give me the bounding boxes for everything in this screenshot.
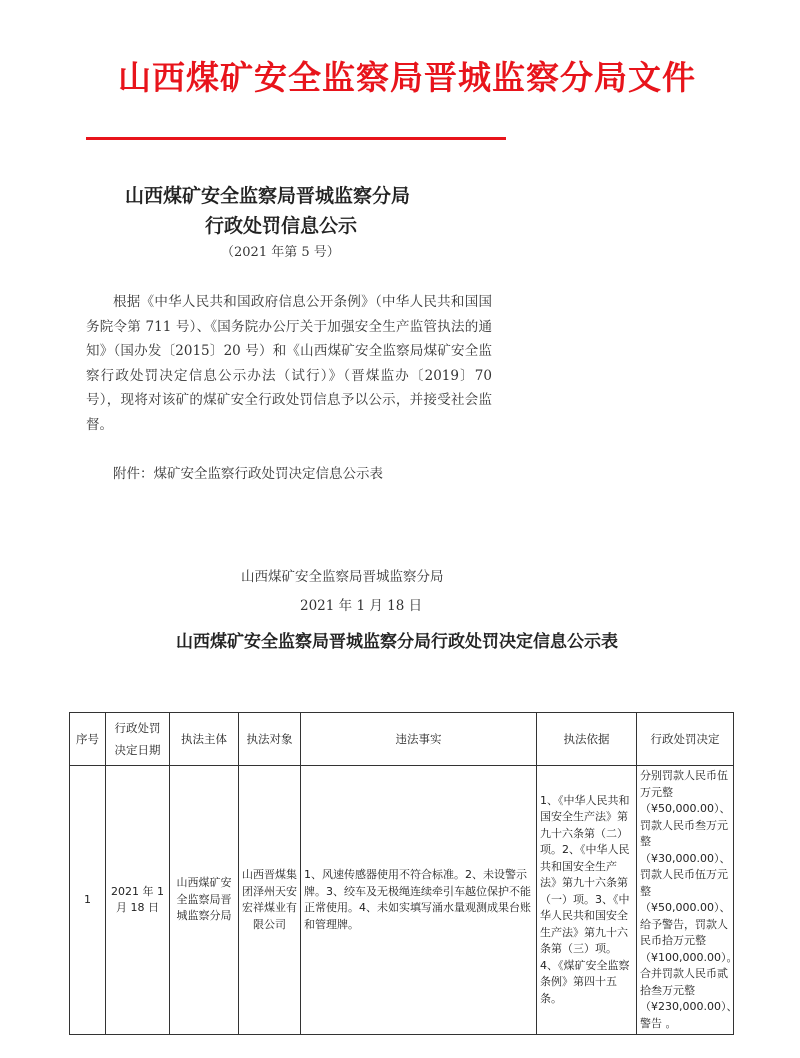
- notice-body: 根据《中华人民共和国政府信息公开条例》（中华人民共和国国务院令第 711 号）、《国务院办公厅关于加强安全生产监管执法的通知》（国办发〔2015〕20 号）和《山西煤矿安全监察局煤矿安全监察行政处罚决定信息公示办法（试行）》（晋煤监办〔2019〕70 号），现将对该矿的煤矿安全行政处罚信息予以公示，并接受社会监督。: [86, 294, 492, 433]
- cell-authority: 山西煤矿安全监察局晋城监察分局: [170, 766, 239, 1035]
- cell-target: 山西晋煤集团泽州天安宏祥煤业有限公司: [239, 766, 301, 1035]
- cell-date: 2021 年 1 月 18 日: [106, 766, 170, 1035]
- issuer-signature: 山西煤矿安全监察局晋城监察分局: [241, 569, 444, 585]
- notice-title-line1: 山西煤矿安全监察局晋城监察分局: [125, 185, 411, 207]
- red-divider: [86, 137, 506, 140]
- issue-date: 2021 年 1 月 18 日: [300, 598, 423, 614]
- cell-facts: 1、风速传感器使用不符合标准。2、未设警示牌。3、绞车及无极绳连续牵引车越位保护不能正常使用。4、未如实填写涌水量观测成果台账和管理牌。: [301, 766, 537, 1035]
- header-decision: 行政处罚决定: [637, 713, 734, 766]
- header-authority: 执法主体: [170, 713, 239, 766]
- penalty-table: [69, 712, 738, 1035]
- cell-index: 1: [70, 766, 106, 1035]
- document-red-header: 山西煤矿安全监察局晋城监察分局文件: [118, 58, 696, 97]
- cell-decision: 分别罚款人民币伍万元整（¥50,000.00）、罚款人民币叁万元整（¥30,000.00）、罚款人民币伍万元整（¥50,000.00）、给予警告，罚款人民币拾万元整（¥100,000.00）。合并罚款人民币贰拾叁万元整（¥230,000.00）、警告 。: [637, 766, 734, 1035]
- header-date: 行政处罚决定日期: [106, 713, 170, 766]
- notice-number: （2021 年第 5 号）: [221, 245, 340, 260]
- header-index: 序号: [70, 713, 106, 766]
- cell-basis: 1、《中华人民共和国安全生产法》第九十六条第（二）项。2、《中华人民共和国安全生产法》第九十六条第（一）项。3、《中华人民共和国安全生产法》第九十六条第（三）项。4、《煤矿安全监察条例》第四十五条。: [537, 766, 637, 1035]
- table-header-row: [70, 713, 734, 766]
- header-basis: 执法依据: [537, 713, 637, 766]
- table-row: [70, 766, 734, 1035]
- table-title: 山西煤矿安全监察局晋城监察分局行政处罚决定信息公示表: [176, 632, 618, 652]
- notice-title-line2: 行政处罚信息公示: [205, 215, 358, 237]
- attachment-line: 附件：煤矿安全监察行政处罚决定信息公示表: [113, 466, 383, 482]
- header-target: 执法对象: [239, 713, 301, 766]
- header-facts: 违法事实: [301, 713, 537, 766]
